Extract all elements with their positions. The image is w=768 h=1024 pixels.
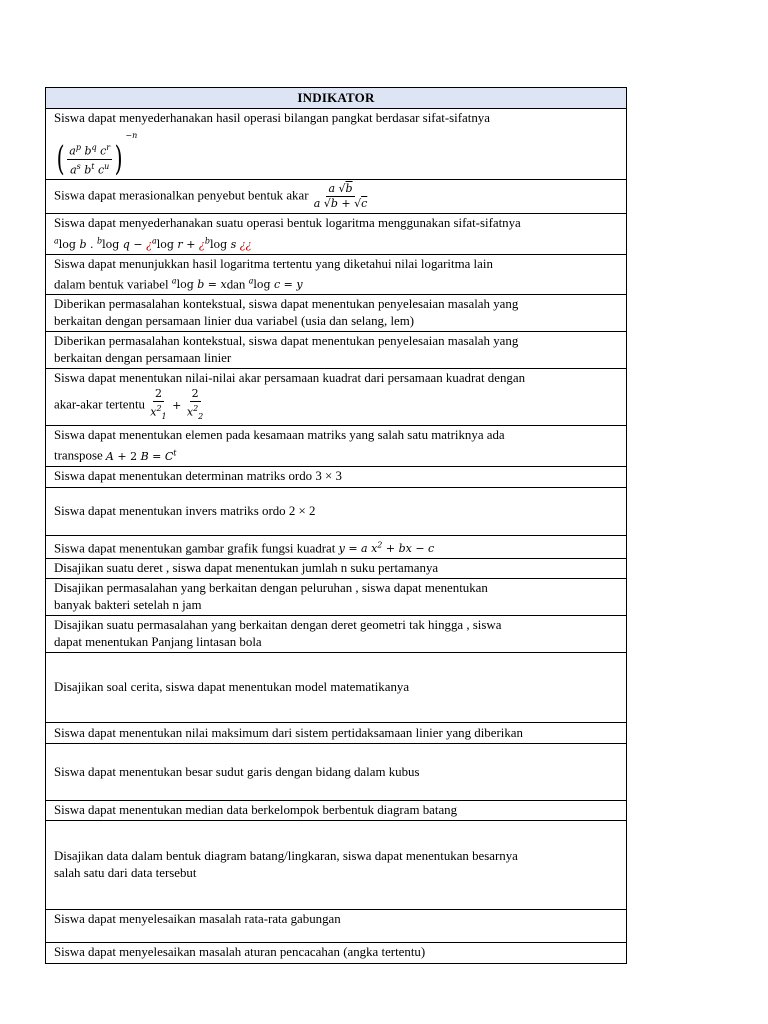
table-row bbox=[46, 295, 627, 332]
indikator-text: transpose bbox=[54, 448, 103, 463]
indikator-cell bbox=[46, 535, 627, 559]
indikator-cell bbox=[46, 801, 627, 821]
table-row bbox=[46, 910, 627, 943]
indikator-cell bbox=[46, 295, 627, 332]
table-row bbox=[46, 821, 627, 910]
indikator-cell bbox=[46, 821, 627, 910]
quadratic-roots-formula: $\frac{2}{x^2_1}$ + $\frac{2}{x^2_2}$ bbox=[150, 387, 204, 422]
indikator-text: Diberikan permasalahan kontekstual, siswa dapat menentukan penyelesaian masalah yang bbox=[54, 334, 519, 349]
indikator-text: Disajikan permasalahan yang berkaitan dengan peluruhan , siswa dapat menentukan bbox=[54, 581, 488, 596]
table-row bbox=[46, 653, 627, 723]
indikator-text: Siswa dapat menyelesaikan masalah rata-rata gabungan bbox=[54, 912, 341, 927]
table-row bbox=[46, 559, 627, 579]
logarithm-formula: $^a$log b . $^b$log q − ¿$^a$log r + ¿$^b$log s ¿¿ bbox=[54, 236, 252, 251]
indikator-table bbox=[45, 87, 627, 964]
indikator-cell bbox=[46, 254, 627, 295]
indikator-text: Disajikan suatu permasalahan yang berkaitan dengan deret geometri tak hingga , siswa bbox=[54, 618, 502, 633]
table-row bbox=[46, 109, 627, 180]
indikator-text: Siswa dapat merasionalkan penyebut bentuk akar bbox=[54, 188, 309, 203]
indikator-text: Diberikan permasalahan kontekstual, siswa dapat menentukan penyelesaian masalah yang bbox=[54, 297, 519, 312]
indikator-text: berkaitan dengan persamaan linier bbox=[54, 351, 232, 366]
indikator-cell bbox=[46, 426, 627, 467]
indikator-text: Siswa dapat menentukan determinan matriks ordo 3 × 3 bbox=[54, 469, 342, 484]
indikator-cell bbox=[46, 466, 627, 487]
table-row bbox=[46, 487, 627, 535]
connector-text: dan bbox=[226, 277, 246, 292]
radical-formula: $\frac{a √b}{a √b + √c}$ bbox=[313, 182, 368, 210]
indikator-text: berkaitan dengan persamaan linier dua variabel (usia dan selang, lem) bbox=[54, 314, 415, 329]
table-row bbox=[46, 744, 627, 801]
table-row bbox=[46, 943, 627, 964]
table-row bbox=[46, 616, 627, 653]
table-row bbox=[46, 426, 627, 467]
indikator-text: akar-akar tertentu bbox=[54, 397, 145, 412]
table-row bbox=[46, 254, 627, 295]
indikator-text: Siswa dapat menentukan elemen pada kesamaan matriks yang salah satu matriknya ada bbox=[54, 428, 505, 443]
table-header-row bbox=[46, 88, 627, 109]
indikator-text: Siswa dapat menentukan invers matriks ordo 2 × 2 bbox=[54, 503, 316, 518]
table-row bbox=[46, 723, 627, 744]
table-row bbox=[46, 579, 627, 616]
column-header-indikator: INDIKATOR bbox=[46, 88, 627, 109]
indikator-text: salah satu dari data tersebut bbox=[54, 866, 197, 881]
indikator-text: Disajikan soal cerita, siswa dapat menentukan model matematikanya bbox=[54, 680, 410, 695]
indikator-cell bbox=[46, 616, 627, 653]
indikator-text: Disajikan data dalam bentuk diagram batang/lingkaran, siswa dapat menentukan besarnya bbox=[54, 849, 518, 864]
indikator-cell bbox=[46, 653, 627, 723]
indikator-text: dapat menentukan Panjang lintasan bola bbox=[54, 635, 262, 650]
table-row bbox=[46, 369, 627, 426]
table-row bbox=[46, 180, 627, 214]
indikator-text: Disajikan suatu deret , siswa dapat menentukan jumlah n suku pertamanya bbox=[54, 561, 439, 576]
indikator-cell bbox=[46, 109, 627, 180]
table-row bbox=[46, 332, 627, 369]
matrix-formula: A + 2 $B = C^t$ bbox=[105, 448, 177, 463]
indikator-text: Siswa dapat menyederhanakan suatu operasi bentuk logaritma menggunakan sifat-sifatnya bbox=[54, 216, 521, 230]
indikator-text: Siswa dapat menyederhanakan hasil operasi bilangan pangkat berdasar sifat-sifatnya bbox=[54, 111, 490, 125]
indikator-text: Siswa dapat menentukan median data berkelompok berbentuk diagram batang bbox=[54, 803, 458, 818]
indikator-text: dalam bentuk variabel bbox=[54, 277, 169, 292]
indikator-cell bbox=[46, 180, 627, 214]
indikator-text: banyak bakteri setelah n jam bbox=[54, 598, 202, 613]
table-row bbox=[46, 466, 627, 487]
table-row bbox=[46, 214, 627, 255]
exponent-formula: ( $\frac{a^p b^q c^r}{a^s b^t c^u}$ )$^{-n}$ bbox=[56, 131, 138, 179]
indikator-cell bbox=[46, 579, 627, 616]
indikator-text: Siswa dapat menyelesaikan masalah aturan pencacahan (angka tertentu) bbox=[54, 945, 426, 960]
logarithm-formula: $^a$log b = x bbox=[171, 276, 227, 292]
indikator-cell bbox=[46, 910, 627, 943]
table-row bbox=[46, 801, 627, 821]
quadratic-function-formula: y = a $x^2$ + bx − c bbox=[338, 540, 435, 556]
indikator-cell bbox=[46, 369, 627, 426]
indikator-cell bbox=[46, 723, 627, 744]
logarithm-formula: $^a$log c = y bbox=[248, 276, 303, 292]
indikator-text: Siswa dapat menentukan nilai maksimum dari sistem pertidaksamaan linier yang diberikan bbox=[54, 725, 523, 740]
indikator-text: Siswa dapat menentukan besar sudut garis dengan bidang dalam kubus bbox=[54, 764, 420, 779]
indikator-cell bbox=[46, 744, 627, 801]
table-row bbox=[46, 535, 627, 559]
indikator-text: Siswa dapat menentukan nilai-nilai akar persamaan kuadrat dari persamaan kuadrat dengan bbox=[54, 371, 526, 386]
indikator-sheet bbox=[45, 87, 627, 964]
indikator-cell bbox=[46, 487, 627, 535]
indikator-cell bbox=[46, 332, 627, 369]
indikator-text: Siswa dapat menentukan gambar grafik fungsi kuadrat bbox=[54, 541, 336, 556]
indikator-cell bbox=[46, 943, 627, 964]
indikator-text: Siswa dapat menunjukkan hasil logaritma tertentu yang diketahui nilai logaritma lain bbox=[54, 256, 493, 271]
indikator-cell bbox=[46, 559, 627, 579]
indikator-cell bbox=[46, 214, 627, 255]
